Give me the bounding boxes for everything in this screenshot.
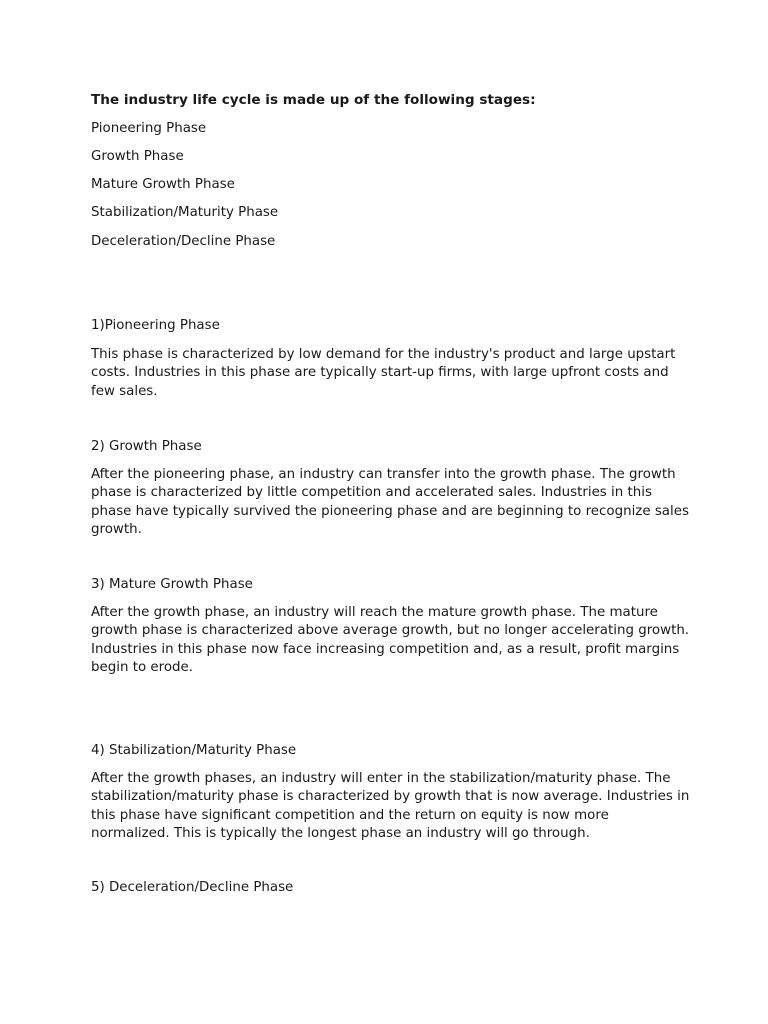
section-body: After the growth phase, an industry will reach the mature growth phase. The mature growth phase is characterized above average growth, but no longer accelerating growth. Industries in this phase now face increasing competition and, as a result, profit margins begin to erode. — [91, 605, 690, 675]
section-body: After the growth phases, an industry will enter in the stabilization/maturity phase. The stabilization/maturity phase is characterized by growth that is now average. Industries in this phase have significant competition and the return on equity is now more normalized. This is typically the longest phase an industry will go through. — [91, 771, 690, 841]
section-title: 4) Stabilization/Maturity Phase — [91, 743, 297, 758]
stage-list-item: Mature Growth Phase — [91, 177, 235, 192]
stage-list-item: Growth Phase — [91, 149, 184, 164]
section-title: 5) Deceleration/Decline Phase — [91, 880, 294, 895]
intro-heading: The industry life cycle is made up of the following stages: — [91, 92, 536, 108]
stage-list-item: Pioneering Phase — [91, 121, 207, 136]
section-title: 3) Mature Growth Phase — [91, 577, 253, 592]
stage-list-item: Deceleration/Decline Phase — [91, 234, 276, 249]
section-title: 1)Pioneering Phase — [91, 318, 220, 333]
section-body: After the pioneering phase, an industry can transfer into the growth phase. The growth phase is characterized by little competition and accelerated sales. Industries in this phase have typically survived the pioneering phase and are beginning to recognize sales growth. — [91, 467, 689, 537]
section-title: 2) Growth Phase — [91, 439, 202, 454]
section-body: This phase is characterized by low demand for the industry's product and large upstart costs. Industries in this phase are typically start-up firms, with large upfront costs and few sales. — [91, 347, 676, 399]
stage-list-item: Stabilization/Maturity Phase — [91, 205, 279, 220]
